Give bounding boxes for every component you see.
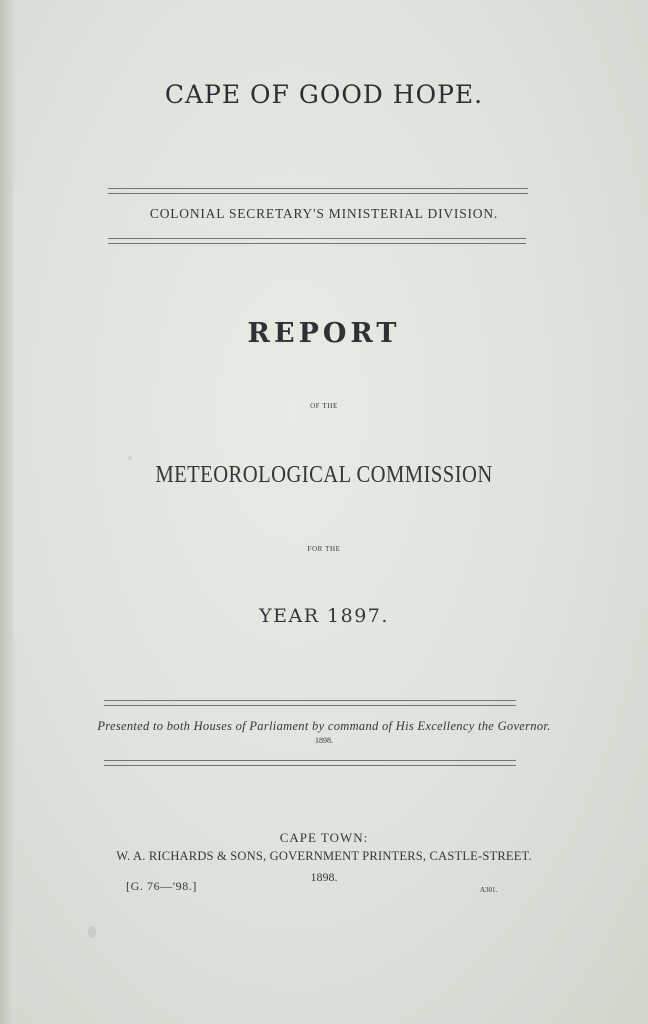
country-heading: CAPE OF GOOD HOPE. bbox=[164, 80, 484, 109]
report-year: YEAR 1897. bbox=[259, 605, 389, 627]
top-double-rule-upper bbox=[108, 188, 528, 194]
report-title: REPORT bbox=[247, 318, 401, 349]
commission-title: METEOROLOGICAL COMMISSION bbox=[155, 462, 493, 488]
middle-double-rule-lower bbox=[104, 760, 516, 766]
middle-double-rule-upper bbox=[104, 700, 516, 706]
print-code: A301. bbox=[480, 886, 498, 894]
document-reference: [G. 76—'98.] bbox=[126, 879, 198, 893]
top-double-rule-lower bbox=[108, 238, 526, 244]
division-heading: COLONIAL SECRETARY'S MINISTERIAL DIVISION. bbox=[149, 206, 499, 221]
presented-note: Presented to both Houses of Parliament by command of His Excellency the Governor. bbox=[97, 719, 551, 733]
of-the-text: OF THE bbox=[310, 402, 338, 410]
presented-year: 1898. bbox=[315, 736, 333, 745]
for-the-text: FOR THE bbox=[307, 545, 341, 553]
paper-spot bbox=[128, 456, 132, 460]
imprint-place: CAPE TOWN: bbox=[279, 830, 369, 845]
imprint-printers: W. A. RICHARDS & SONS, GOVERNMENT PRINTERS, CASTLE-STREET. bbox=[116, 849, 532, 863]
paper-spot bbox=[88, 926, 96, 938]
imprint-year: 1898. bbox=[310, 870, 338, 884]
